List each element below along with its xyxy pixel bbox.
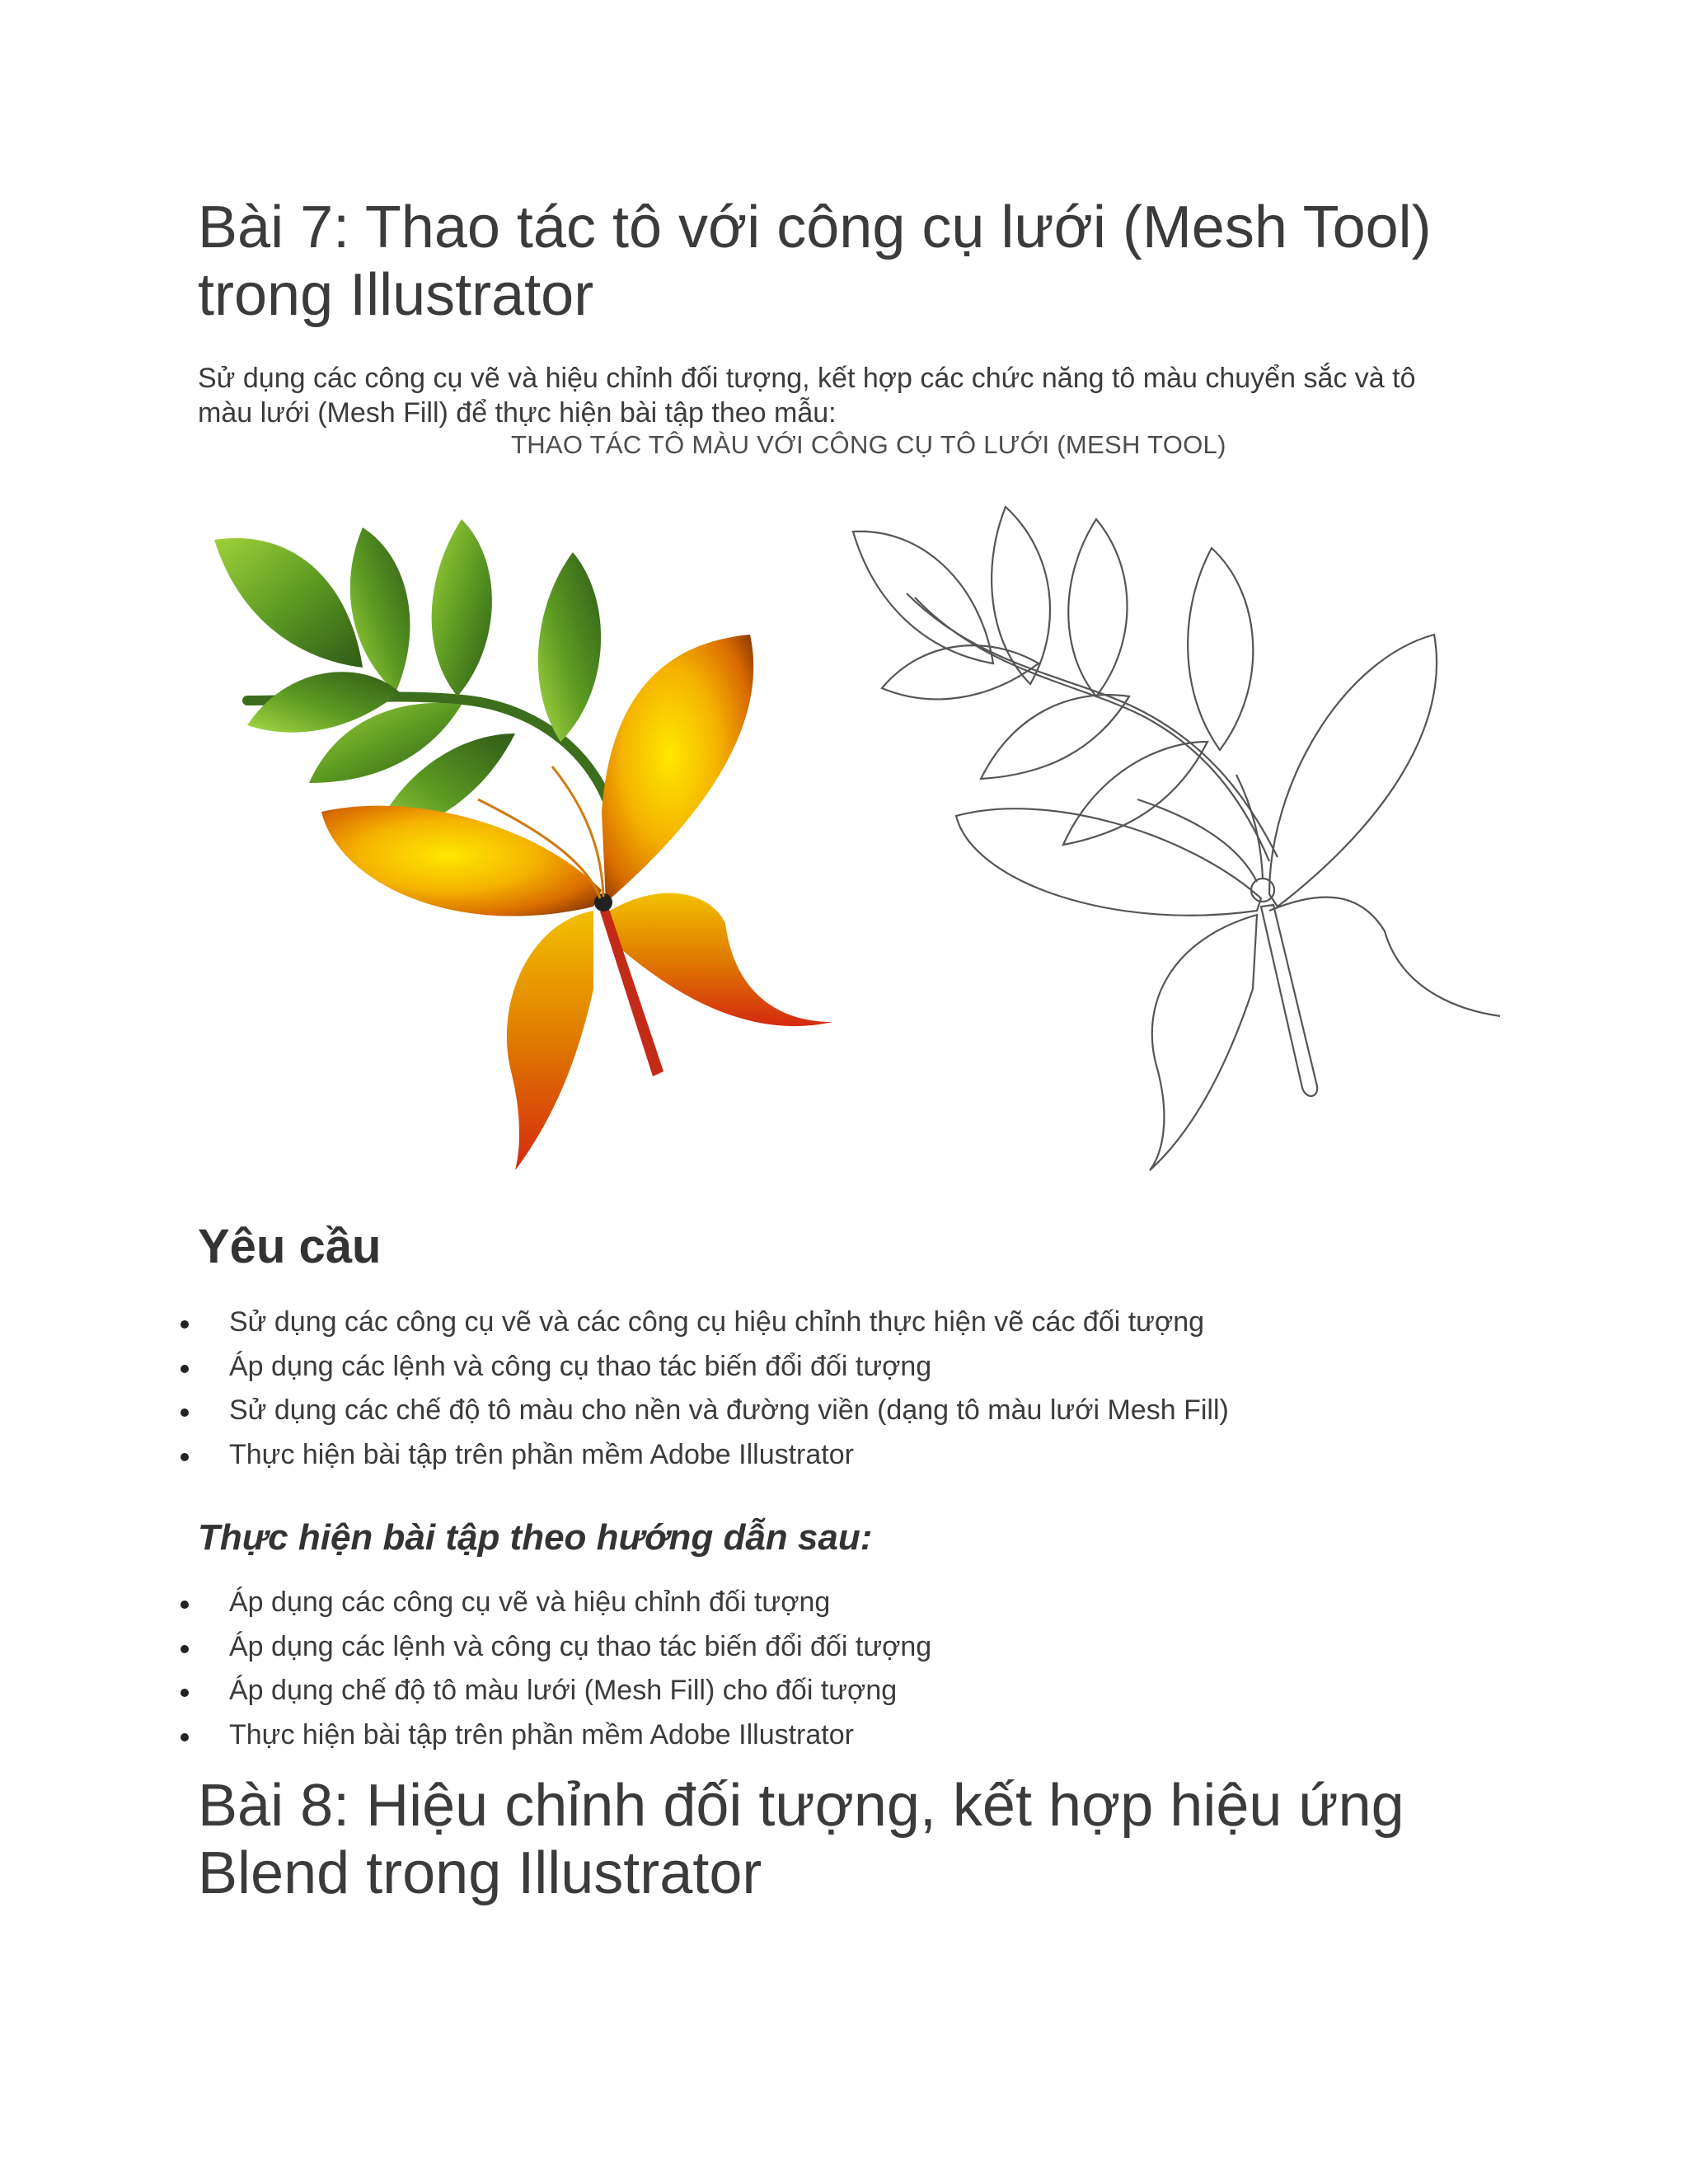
leaf [432, 519, 492, 696]
list-item-text: Thực hiện bài tập trên phần mềm Adobe Illustrator [229, 1718, 854, 1750]
list-item [198, 1713, 1517, 1758]
list-item [198, 1625, 1517, 1670]
lesson-7-title-line-2: trong Illustrator [198, 262, 594, 328]
outline-stem [915, 598, 1269, 861]
outline-butterfly-illustration [853, 507, 1500, 1170]
bullet-icon [181, 1453, 189, 1461]
intro-line-1: Sử dụng các công cụ vẽ và hiệu chỉnh đối tượng, kết hợp các chức năng tô màu chuyển sắc và tô [198, 363, 1416, 394]
lesson-7-title [198, 194, 1558, 329]
wing-upper-left [321, 806, 602, 916]
list-item [198, 1345, 1517, 1390]
outline-leaf [1188, 548, 1253, 750]
list-item [198, 1581, 1517, 1625]
bullet-icon [181, 1408, 189, 1417]
list-item [198, 1669, 1517, 1713]
bullet-icon [181, 1733, 189, 1741]
outline-wing-upper-left [956, 808, 1261, 916]
guide-heading: Thực hiện bài tập theo hướng dẫn sau: [198, 1517, 873, 1558]
wing-lower-left [507, 911, 593, 1170]
list-item [198, 1389, 1517, 1433]
list-item-text: Áp dụng các lệnh và công cụ thao tác biến đổi đối tượng [229, 1630, 932, 1662]
list-item [198, 1301, 1517, 1345]
bullet-icon [181, 1320, 189, 1329]
figure-caption: THAO TÁC TÔ MÀU VỚI CÔNG CỤ TÔ LƯỚI (MESH TOOL) [511, 430, 1226, 459]
outline-leaf [981, 695, 1129, 779]
bullet-icon [181, 1689, 189, 1697]
colored-leaves [214, 519, 601, 841]
lesson-8-title-line-1: Bài 8: Hiệu chỉnh đối tượng, kết hợp hiệu ứng [198, 1773, 1404, 1839]
outline-antenna [1137, 799, 1257, 882]
leaf [214, 538, 363, 668]
leaf [538, 552, 601, 742]
list-item-text: Thực hiện bài tập trên phần mềm Adobe Illustrator [229, 1438, 854, 1470]
lesson-8-title-line-2: Blend trong Illustrator [198, 1840, 762, 1906]
lesson-7-intro [198, 361, 1484, 430]
sample-figure [198, 494, 1500, 1179]
figure-illustration [198, 494, 1500, 1179]
bullet-icon [181, 1645, 189, 1653]
lesson-8-title [198, 1772, 1558, 1907]
leaf [350, 527, 410, 692]
bullet-icon [181, 1365, 189, 1373]
list-item-text: Áp dụng chế độ tô màu lưới (Mesh Fill) cho đối tượng [229, 1675, 898, 1706]
intro-line-2: màu lưới (Mesh Fill) để thực hiện bài tập theo mẫu: [198, 397, 837, 429]
guide-list [198, 1581, 1517, 1757]
outline-wing-lower-right [1269, 898, 1500, 1018]
list-item [198, 1433, 1517, 1478]
outline-wing-upper-right [1269, 635, 1437, 907]
outline-head [1251, 879, 1274, 902]
outline-body [1261, 905, 1317, 1096]
wing-lower-right [610, 893, 832, 1026]
outline-wing-lower-left [1150, 915, 1257, 1170]
requirements-list [198, 1301, 1517, 1477]
list-item-text: Sử dụng các chế độ tô màu cho nền và đường viền (dạng tô màu lưới Mesh Fill) [229, 1394, 1229, 1426]
outline-leaf [992, 507, 1050, 684]
lesson-7-title-line-1: Bài 7: Thao tác tô với công cụ lưới (Mesh Tool) [198, 194, 1432, 260]
requirements-heading: Yêu cầu [198, 1220, 382, 1273]
bullet-icon [181, 1601, 189, 1609]
list-item-text: Áp dụng các công cụ vẽ và hiệu chỉnh đối tượng [229, 1586, 831, 1618]
colored-butterfly-illustration [214, 519, 832, 1170]
outline-antenna [1236, 775, 1263, 879]
outline-leaf [1068, 519, 1127, 696]
list-item-text: Sử dụng các công cụ vẽ và các công cụ hiệu chỉnh thực hiện vẽ các đối tượng [229, 1306, 1205, 1338]
list-item-text: Áp dụng các lệnh và công cụ thao tác biến đổi đối tượng [229, 1350, 932, 1382]
wing-upper-right [602, 635, 753, 902]
